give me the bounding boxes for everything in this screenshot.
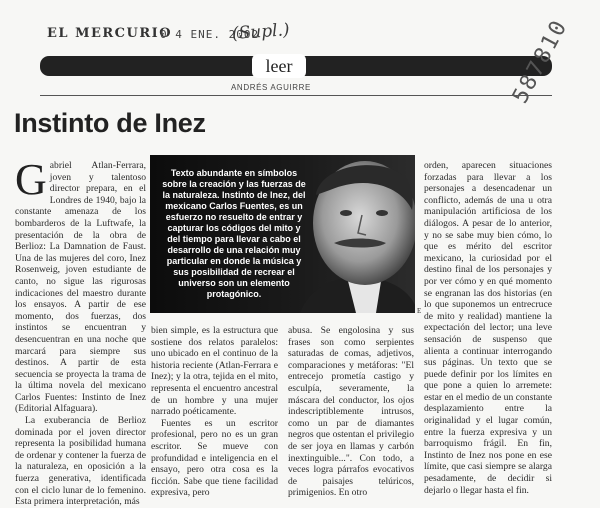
paragraph: abriel Atlan-Ferrara, joven y talentoso director prepara, en el Londres de 1940, bajo la constante amenaza de los bombarderos de la Luftwafe, la presentación de la obra de Berlioz: La Damnation de Faust. Una de las mujeres del coro, Inez Rosenweig, joven estudiante de canto, no sigue las rigurosas indicaciones del maestro durante los ensayos. A partir de ese momento, dos fuerzas, dos instintos se encuentran y desencuentran en una noche que marcará para siempre sus destinos. A partir de esta secuencia se proyecta la trama de la última novela del mexicano Carlos Fuentes: Instinto de Inez (Editorial Alfaguara). [15, 160, 146, 415]
paragraph: abusa. Se engolosina y sus frases son como serpientes saturadas de comas, adjetivos, comparaciones y metáforas: "El entrecejo prometía castigo y esculpía, severamente, la máscara del conductor, los ojos indescriptiblemente intrusos, como un par de diamantes negros que ostentan el privilegio de ser joya en llamas y carbón inextinguible...". Con todo, a veces logra párrafos evocativos de paisajes telúricos, primigenios. En otro [288, 325, 414, 499]
date-stamp: 0 4 ENE. 2002 [160, 28, 260, 41]
paragraph: Fuentes es un escritor profesional, pero no es un gran escritor. Se mueve con profundidad e inteligencia en el ensayo, pero otra cosa es la ficción. Sabe que tiene facilidad expresiva, pero [151, 417, 278, 499]
pull-quote: Texto abundante en símbolos sobre la creación y las fuerzas de la naturaleza. Instinto de Inez, del mexicano Carlos Fuentes, es un esfuerzo no resuelto de entrar y capturar los códigos del mito y del tiempo para llevar a cabo el desarrollo de una relación muy particular en donde la música y sus posibilidad de recrear el universo son un elemento protagónico. [162, 168, 306, 299]
section-label: leer [265, 56, 293, 76]
article-column-3 [288, 325, 414, 499]
paragraph: orden, aparecen situaciones forzadas para llevar a los personajes a desencadenar un conflicto, además de una u otra manipulación artificiosa de los diálogos. A pesar de lo anterior, y no se sabe muy bien cómo, lo que es mérito del escritor mexicano, la curiosidad por el destino final de los personajes y por ver cómo y en qué momento se engranan las dos historias (en lo que suponemos un entrecruce de mito y realidad) mantiene la expectación del lector; una leve sensación de suspenso que alienta a continuar interrogando sus páginas. Un texto que se puede definir por los límites en que pone a quien lo arremete: estar en el medio de un constante desplazamiento entre la originalidad y el lugar común, entre la fuerza expresiva y un barroquismo frágil. En fin, Instinto de Inez nos pone en ese límite, que casi siempre se alarga pesadamente, de decidir si dejarlo o llegar hasta el fin. [424, 160, 552, 496]
photo-caption-marker: E [417, 307, 422, 315]
handwritten-note: (Supl.) [231, 20, 291, 44]
dropcap: G [15, 155, 47, 204]
byline: ANDRÉS AGUIRRE [231, 83, 311, 92]
catalog-number: 587810 [508, 15, 574, 108]
article-column-2 [151, 325, 278, 499]
article-column-4 [424, 160, 552, 496]
paragraph: bien simple, es la estructura que sostiene dos relatos paralelos: uno ubicado en el continuo de la historia reciente (Atlan-Ferrara e Inez); y la otra, tejida en el mito, representa el encuentro ancestral de un hombre y una mujer narrado poéticamente. [151, 325, 278, 418]
divider [40, 95, 552, 96]
newspaper-name: EL MERCURIO [47, 26, 173, 41]
paragraph: La exuberancia de Berlioz dominada por el joven director representa la posibilidad humana de ordenar y contener la fuerza de la naturaleza, en oposición a la fuerza generativa, identificada con el ciclo lunar de lo femenino. Esta primera interpretación, más [15, 415, 146, 508]
article-column-1 [15, 155, 146, 508]
article-title: Instinto de Inez [14, 108, 206, 138]
